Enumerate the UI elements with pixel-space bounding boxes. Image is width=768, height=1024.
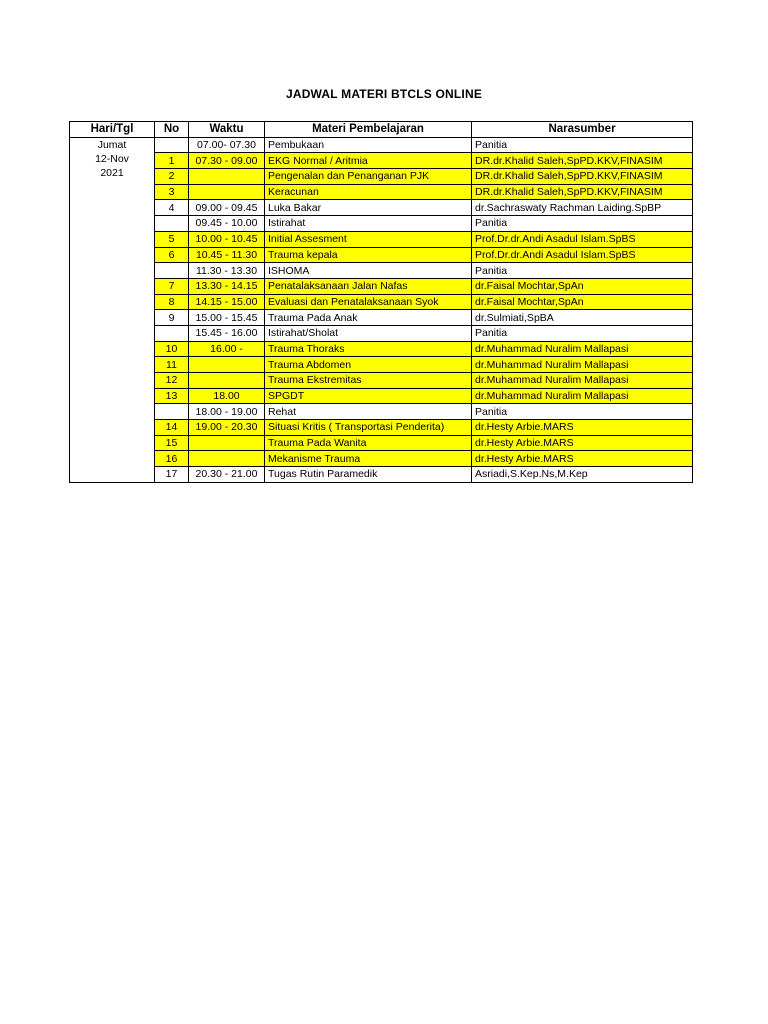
day-cell: [70, 137, 155, 482]
row-topic: Trauma Pada Wanita: [265, 435, 472, 451]
row-time: 16.00 -: [189, 341, 265, 357]
table-row: [70, 451, 693, 467]
row-time: 19.00 - 20.30: [189, 420, 265, 436]
row-number: 17: [155, 467, 189, 483]
row-number: 8: [155, 294, 189, 310]
row-speaker: Panitia: [472, 263, 693, 279]
table-row: [70, 388, 693, 404]
row-topic: Trauma kepala: [265, 247, 472, 263]
row-time: [189, 373, 265, 389]
row-number: [155, 404, 189, 420]
row-number: 14: [155, 420, 189, 436]
row-number: 15: [155, 435, 189, 451]
row-speaker: dr.Hesty Arbie.MARS: [472, 435, 693, 451]
row-topic: Pengenalan dan Penanganan PJK: [265, 169, 472, 185]
row-time: 09.45 - 10.00: [189, 216, 265, 232]
row-speaker: Panitia: [472, 137, 693, 153]
row-speaker: dr.Muhammad Nuralim Mallapasi: [472, 357, 693, 373]
table-row: [70, 294, 693, 310]
row-number: 3: [155, 184, 189, 200]
row-number: 9: [155, 310, 189, 326]
row-number: 1: [155, 153, 189, 169]
row-number: 2: [155, 169, 189, 185]
row-time: 09.00 - 09.45: [189, 200, 265, 216]
row-speaker: dr.Muhammad Nuralim Mallapasi: [472, 388, 693, 404]
row-number: 4: [155, 200, 189, 216]
table-row: [70, 325, 693, 341]
header-no: No: [155, 122, 189, 138]
row-time: 10.45 - 11.30: [189, 247, 265, 263]
row-number: 13: [155, 388, 189, 404]
row-number: 16: [155, 451, 189, 467]
row-topic: Trauma Thoraks: [265, 341, 472, 357]
row-time: [189, 451, 265, 467]
row-topic: Rehat: [265, 404, 472, 420]
table-row: [70, 263, 693, 279]
row-time: 15.45 - 16.00: [189, 325, 265, 341]
row-topic: Pembukaan: [265, 137, 472, 153]
row-number: 12: [155, 373, 189, 389]
row-time: 14.15 - 15.00: [189, 294, 265, 310]
row-speaker: DR.dr.Khalid Saleh,SpPD.KKV,FINASIM: [472, 153, 693, 169]
row-topic: Mekanisme Trauma: [265, 451, 472, 467]
row-time: [189, 184, 265, 200]
header-time: Waktu: [189, 122, 265, 138]
row-speaker: dr.Sachraswaty Rachman Laiding.SpBP: [472, 200, 693, 216]
table-row: [70, 373, 693, 389]
table-row: [70, 420, 693, 436]
row-speaker: dr.Muhammad Nuralim Mallapasi: [472, 373, 693, 389]
row-number: 5: [155, 231, 189, 247]
row-speaker: Prof.Dr.dr.Andi Asadul Islam.SpBS: [472, 231, 693, 247]
table-header-row: [70, 122, 693, 138]
header-topic: Materi Pembelajaran: [265, 122, 472, 138]
table-row: [70, 435, 693, 451]
row-number: [155, 263, 189, 279]
row-number: [155, 216, 189, 232]
row-speaker: DR.dr.Khalid Saleh,SpPD.KKV,FINASIM: [472, 184, 693, 200]
row-speaker: Panitia: [472, 404, 693, 420]
row-topic: Trauma Abdomen: [265, 357, 472, 373]
row-speaker: Panitia: [472, 216, 693, 232]
table-row: [70, 153, 693, 169]
row-topic: Penatalaksanaan Jalan Nafas: [265, 278, 472, 294]
schedule-body: [70, 137, 693, 482]
table-row: [70, 278, 693, 294]
row-speaker: dr.Faisal Mochtar,SpAn: [472, 294, 693, 310]
row-number: [155, 325, 189, 341]
table-row: [70, 184, 693, 200]
table-row: [70, 169, 693, 185]
row-time: [189, 169, 265, 185]
day-date: 12-Nov: [95, 152, 129, 165]
header-day: Hari/Tgl: [70, 122, 155, 138]
document-title: JADWAL MATERI BTCLS ONLINE: [285, 87, 483, 101]
row-topic: Istirahat/Sholat: [265, 325, 472, 341]
row-time: [189, 435, 265, 451]
row-speaker: Prof.Dr.dr.Andi Asadul Islam.SpBS: [472, 247, 693, 263]
table-row: [70, 137, 693, 153]
row-speaker: Asriadi,S.Kep.Ns,M.Kep: [472, 467, 693, 483]
row-number: 7: [155, 278, 189, 294]
day-weekday: Jumat: [97, 138, 127, 151]
row-topic: Keracunan: [265, 184, 472, 200]
row-topic: ISHOMA: [265, 263, 472, 279]
table-row: [70, 216, 693, 232]
row-topic: Situasi Kritis ( Transportasi Penderita): [265, 420, 472, 436]
row-topic: SPGDT: [265, 388, 472, 404]
row-time: 07.00- 07.30: [189, 137, 265, 153]
row-topic: EKG Normal / Aritmia: [265, 153, 472, 169]
row-time: 18.00: [189, 388, 265, 404]
row-time: 11.30 - 13.30: [189, 263, 265, 279]
row-time: 18.00 - 19.00: [189, 404, 265, 420]
row-number: 6: [155, 247, 189, 263]
row-time: 15.00 - 15.45: [189, 310, 265, 326]
row-speaker: dr.Hesty Arbie.MARS: [472, 451, 693, 467]
row-number: [155, 137, 189, 153]
row-speaker: dr.Hesty Arbie.MARS: [472, 420, 693, 436]
row-time: 10.00 - 10.45: [189, 231, 265, 247]
table-row: [70, 467, 693, 483]
table-row: [70, 247, 693, 263]
row-topic: Trauma Pada Anak: [265, 310, 472, 326]
row-speaker: dr.Muhammad Nuralim Mallapasi: [472, 341, 693, 357]
row-topic: Istirahat: [265, 216, 472, 232]
row-topic: Tugas Rutin Paramedik: [265, 467, 472, 483]
row-time: 20.30 - 21.00: [189, 467, 265, 483]
row-speaker: DR.dr.Khalid Saleh,SpPD.KKV,FINASIM: [472, 169, 693, 185]
row-time: 13.30 - 14.15: [189, 278, 265, 294]
row-topic: Initial Assesment: [265, 231, 472, 247]
table-row: [70, 310, 693, 326]
row-number: 11: [155, 357, 189, 373]
table-row: [70, 200, 693, 216]
row-time: 07.30 - 09.00: [189, 153, 265, 169]
row-topic: Trauma Ekstremitas: [265, 373, 472, 389]
table-row: [70, 231, 693, 247]
row-time: [189, 357, 265, 373]
row-speaker: Panitia: [472, 325, 693, 341]
table-row: [70, 404, 693, 420]
table-row: [70, 341, 693, 357]
row-speaker: dr.Sulmiati,SpBA: [472, 310, 693, 326]
table-row: [70, 357, 693, 373]
day-year: 2021: [100, 166, 124, 179]
row-number: 10: [155, 341, 189, 357]
header-speaker: Narasumber: [472, 122, 693, 138]
row-topic: Luka Bakar: [265, 200, 472, 216]
row-topic: Evaluasi dan Penatalaksanaan Syok: [265, 294, 472, 310]
row-speaker: dr.Faisal Mochtar,SpAn: [472, 278, 693, 294]
schedule-table: [69, 121, 693, 483]
